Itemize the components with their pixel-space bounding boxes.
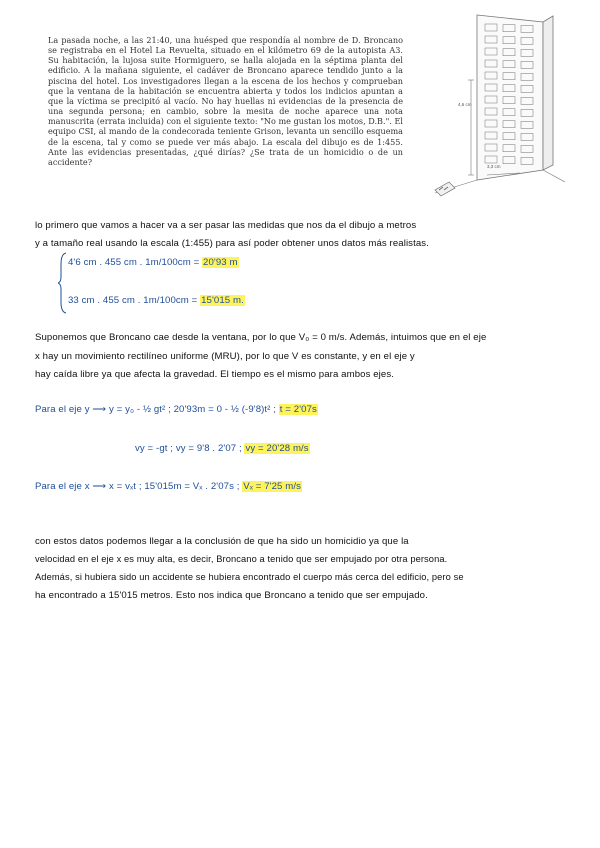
assumption-line-3: hay caída libre ya que afecta la gravedad. El tiempo es el mismo para ambos ejes. <box>35 369 394 380</box>
conversion-brace <box>58 252 68 314</box>
x-axis-result: Vₓ = 7'25 m/s <box>243 481 302 492</box>
conversion-height-expr: 4'6 cm . 455 cm . 1m/100cm = <box>68 257 200 268</box>
height-label: 4,6 cm <box>458 102 472 107</box>
vy-expr: vy = -gt ; vy = 9'8 . 2'07 ; <box>135 443 242 454</box>
conversion-distance-expr: 33 cm . 455 cm . 1m/100cm = <box>68 295 198 306</box>
x-axis-equation <box>35 481 302 492</box>
y-axis-expr: Para el eje y ⟶ y = y₀ - ½ gt² ; 20'93m = 0 - ½ (-9'8)t² ; <box>35 404 277 415</box>
assumption-line-1: Suponemos que Broncano cae desde la ventana, por lo que V₀ = 0 m/s. Además, intuimos que en el eje <box>35 332 487 343</box>
scene-diagram <box>425 10 565 205</box>
conversion-distance <box>68 295 245 306</box>
conversion-height-result: 20'93 m <box>203 257 238 268</box>
height-dimension-line <box>468 80 474 175</box>
intro-line-1: lo primero que vamos a hacer va a ser pasar las medidas que nos da el dibujo a metros <box>35 220 417 231</box>
intro-line-2: y a tamaño real usando la escala (1:455) para así poder obtener unos datos más realistas. <box>35 238 429 249</box>
conclusion-line-1: con estos datos podemos llegar a la conclusión de que ha sido un homicidio ya que la <box>35 536 409 547</box>
conclusion-line-2: velocidad en el eje x es muy alta, es decir, Broncano a tenido que ser empujado por otra persona. <box>35 554 448 564</box>
conclusion-line-3: Además, si hubiera sido un accidente se hubiera encontrado el cuerpo más cerca del edificio, pero se <box>35 572 464 582</box>
y-axis-equation <box>35 404 318 415</box>
conclusion-line-4: ha encontrado a 15'015 metros. Esto nos indica que Broncano a tenido que ser empujado. <box>35 590 428 601</box>
distance-label: 3,3 cm <box>487 164 501 169</box>
body-outline <box>435 182 455 196</box>
vy-result: vy = 20'28 m/s <box>245 443 309 454</box>
conversion-height <box>68 257 239 268</box>
problem-statement: La pasada noche, a las 21:40, una huésped que respondía al nombre de D. Broncano se registraba en el Hotel La Revuelta, situado en el kilómetro 69 de la autopista A3. Su habitación, la lujosa suite Hormiguero, se halla alojada en la séptima planta del edificio. A la mañana siguiente, el cadáver de Broncano aparece tendido junto a la piscina del hotel. Los investigadores llegan a la escena de los hechos y comprueban que la ventana de la habitación se encuentra abierta y todos los indicios apuntan a que la víctima se precipitó al vacío. No hay huellas ni evidencias de la presencia de una segunda persona; en cambio, sobre la mesita de noche aparece una nota manuscrita (errata incluida) con el siguiente texto: "No me gustan los motos, D.B.". El equipo CSI, al mando de la condecorada teniente Grison, levanta un sencillo esquema de la escena, tal y como se puede ver más abajo. La escala del dibujo es de 1:455. Ante las evidencias presentadas, ¿qué dirías? ¿Se trata de un homicidio o de un accidente? <box>48 35 403 167</box>
y-axis-result: t = 2'07s <box>279 404 317 415</box>
assumption-line-2: x hay un movimiento rectilíneo uniforme (MRU), por lo que V es constante, y en el eje y <box>35 351 415 362</box>
x-axis-expr: Para el eje x ⟶ x = vₓt ; 15'015m = Vₓ . 2'07s ; <box>35 481 240 492</box>
conversion-distance-result: 15'015 m. <box>201 295 244 306</box>
vy-equation <box>135 443 310 454</box>
